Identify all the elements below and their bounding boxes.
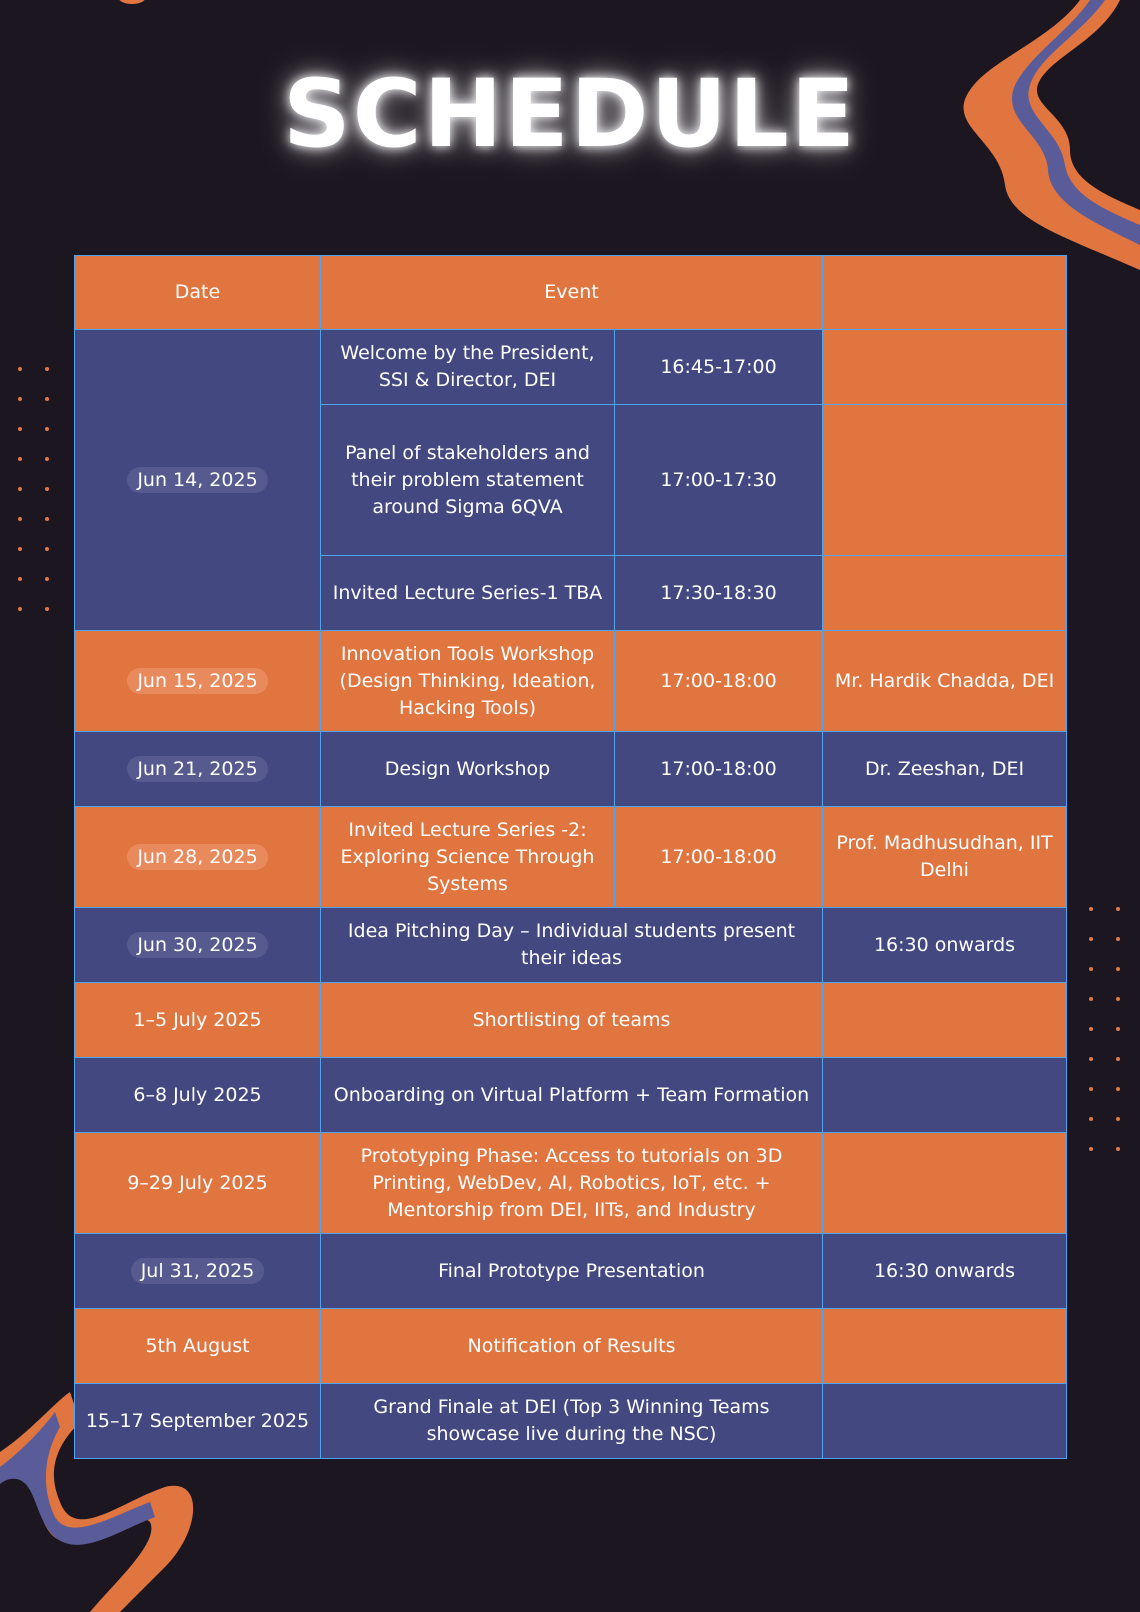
speaker-cell: 16:30 onwards bbox=[823, 1234, 1067, 1309]
speaker-cell: 16:30 onwards bbox=[823, 908, 1067, 983]
date-cell bbox=[75, 732, 321, 807]
right-dot-grid-decoration bbox=[1089, 907, 1120, 1151]
speaker-cell bbox=[823, 983, 1067, 1058]
top-orange-blob-decoration bbox=[118, 0, 146, 4]
table-row bbox=[75, 1309, 1067, 1384]
speaker-cell bbox=[823, 330, 1067, 405]
date-cell: 6–8 July 2025 bbox=[75, 1058, 321, 1133]
page-title: SCHEDULE bbox=[282, 60, 858, 169]
date-cell bbox=[75, 807, 321, 908]
event-cell: Final Prototype Presentation bbox=[321, 1234, 823, 1309]
speaker-cell bbox=[823, 1133, 1067, 1234]
event-cell: Welcome by the President, SSI & Director, DEI bbox=[321, 330, 615, 405]
time-cell: 17:00-18:00 bbox=[615, 807, 823, 908]
time-cell: 17:00-18:00 bbox=[615, 631, 823, 732]
event-cell: Invited Lecture Series-1 TBA bbox=[321, 556, 615, 631]
date-badge: Jun 21, 2025 bbox=[127, 756, 267, 782]
speaker-cell bbox=[823, 1058, 1067, 1133]
table-header-row bbox=[75, 256, 1067, 330]
event-cell: Shortlisting of teams bbox=[321, 983, 823, 1058]
table-row bbox=[75, 1133, 1067, 1234]
date-cell bbox=[75, 631, 321, 732]
event-cell: Innovation Tools Workshop (Design Thinking, Ideation, Hacking Tools) bbox=[321, 631, 615, 732]
date-cell: 15–17 September 2025 bbox=[75, 1384, 321, 1459]
speaker-cell bbox=[823, 1384, 1067, 1459]
table-row bbox=[75, 807, 1067, 908]
speaker-cell: Prof. Madhusudhan, IIT Delhi bbox=[823, 807, 1067, 908]
table-row bbox=[75, 732, 1067, 807]
date-cell: 9–29 July 2025 bbox=[75, 1133, 321, 1234]
time-cell: 17:30-18:30 bbox=[615, 556, 823, 631]
speaker-cell bbox=[823, 556, 1067, 631]
date-cell: 5th August bbox=[75, 1309, 321, 1384]
time-cell: 17:00-17:30 bbox=[615, 405, 823, 556]
table-row bbox=[75, 908, 1067, 983]
header-date: Date bbox=[75, 256, 321, 330]
event-cell: Panel of stakeholders and their problem statement around Sigma 6QVA bbox=[321, 405, 615, 556]
speaker-cell bbox=[823, 1309, 1067, 1384]
table-row bbox=[75, 983, 1067, 1058]
date-cell bbox=[75, 908, 321, 983]
speaker-cell: Dr. Zeeshan, DEI bbox=[823, 732, 1067, 807]
date-badge: Jun 30, 2025 bbox=[127, 932, 267, 958]
table-row bbox=[75, 1234, 1067, 1309]
date-badge: Jun 28, 2025 bbox=[127, 844, 267, 870]
event-cell: Grand Finale at DEI (Top 3 Winning Teams showcase live during the NSC) bbox=[321, 1384, 823, 1459]
table-row bbox=[75, 1058, 1067, 1133]
date-cell: 1–5 July 2025 bbox=[75, 983, 321, 1058]
time-cell: 16:45-17:00 bbox=[615, 330, 823, 405]
event-cell: Design Workshop bbox=[321, 732, 615, 807]
date-cell bbox=[75, 330, 321, 631]
header-event: Event bbox=[321, 256, 823, 330]
event-cell: Notification of Results bbox=[321, 1309, 823, 1384]
table-row bbox=[75, 1384, 1067, 1459]
event-cell: Invited Lecture Series -2: Exploring Science Through Systems bbox=[321, 807, 615, 908]
schedule-table bbox=[74, 255, 1067, 1459]
event-cell: Onboarding on Virtual Platform + Team Formation bbox=[321, 1058, 823, 1133]
table-row bbox=[75, 631, 1067, 732]
event-cell: Idea Pitching Day – Individual students present their ideas bbox=[321, 908, 823, 983]
header-speaker bbox=[823, 256, 1067, 330]
date-badge: Jul 31, 2025 bbox=[131, 1258, 265, 1284]
date-cell bbox=[75, 1234, 321, 1309]
date-badge: Jun 15, 2025 bbox=[127, 668, 267, 694]
speaker-cell bbox=[823, 405, 1067, 556]
speaker-cell: Mr. Hardik Chadda, DEI bbox=[823, 631, 1067, 732]
time-cell: 17:00-18:00 bbox=[615, 732, 823, 807]
event-cell: Prototyping Phase: Access to tutorials on 3D Printing, WebDev, AI, Robotics, IoT, etc. + Mentorship from DEI, IITs, and Industry bbox=[321, 1133, 823, 1234]
date-badge: Jun 14, 2025 bbox=[127, 467, 267, 493]
table-row bbox=[75, 330, 1067, 405]
left-dot-grid-decoration bbox=[18, 367, 49, 611]
